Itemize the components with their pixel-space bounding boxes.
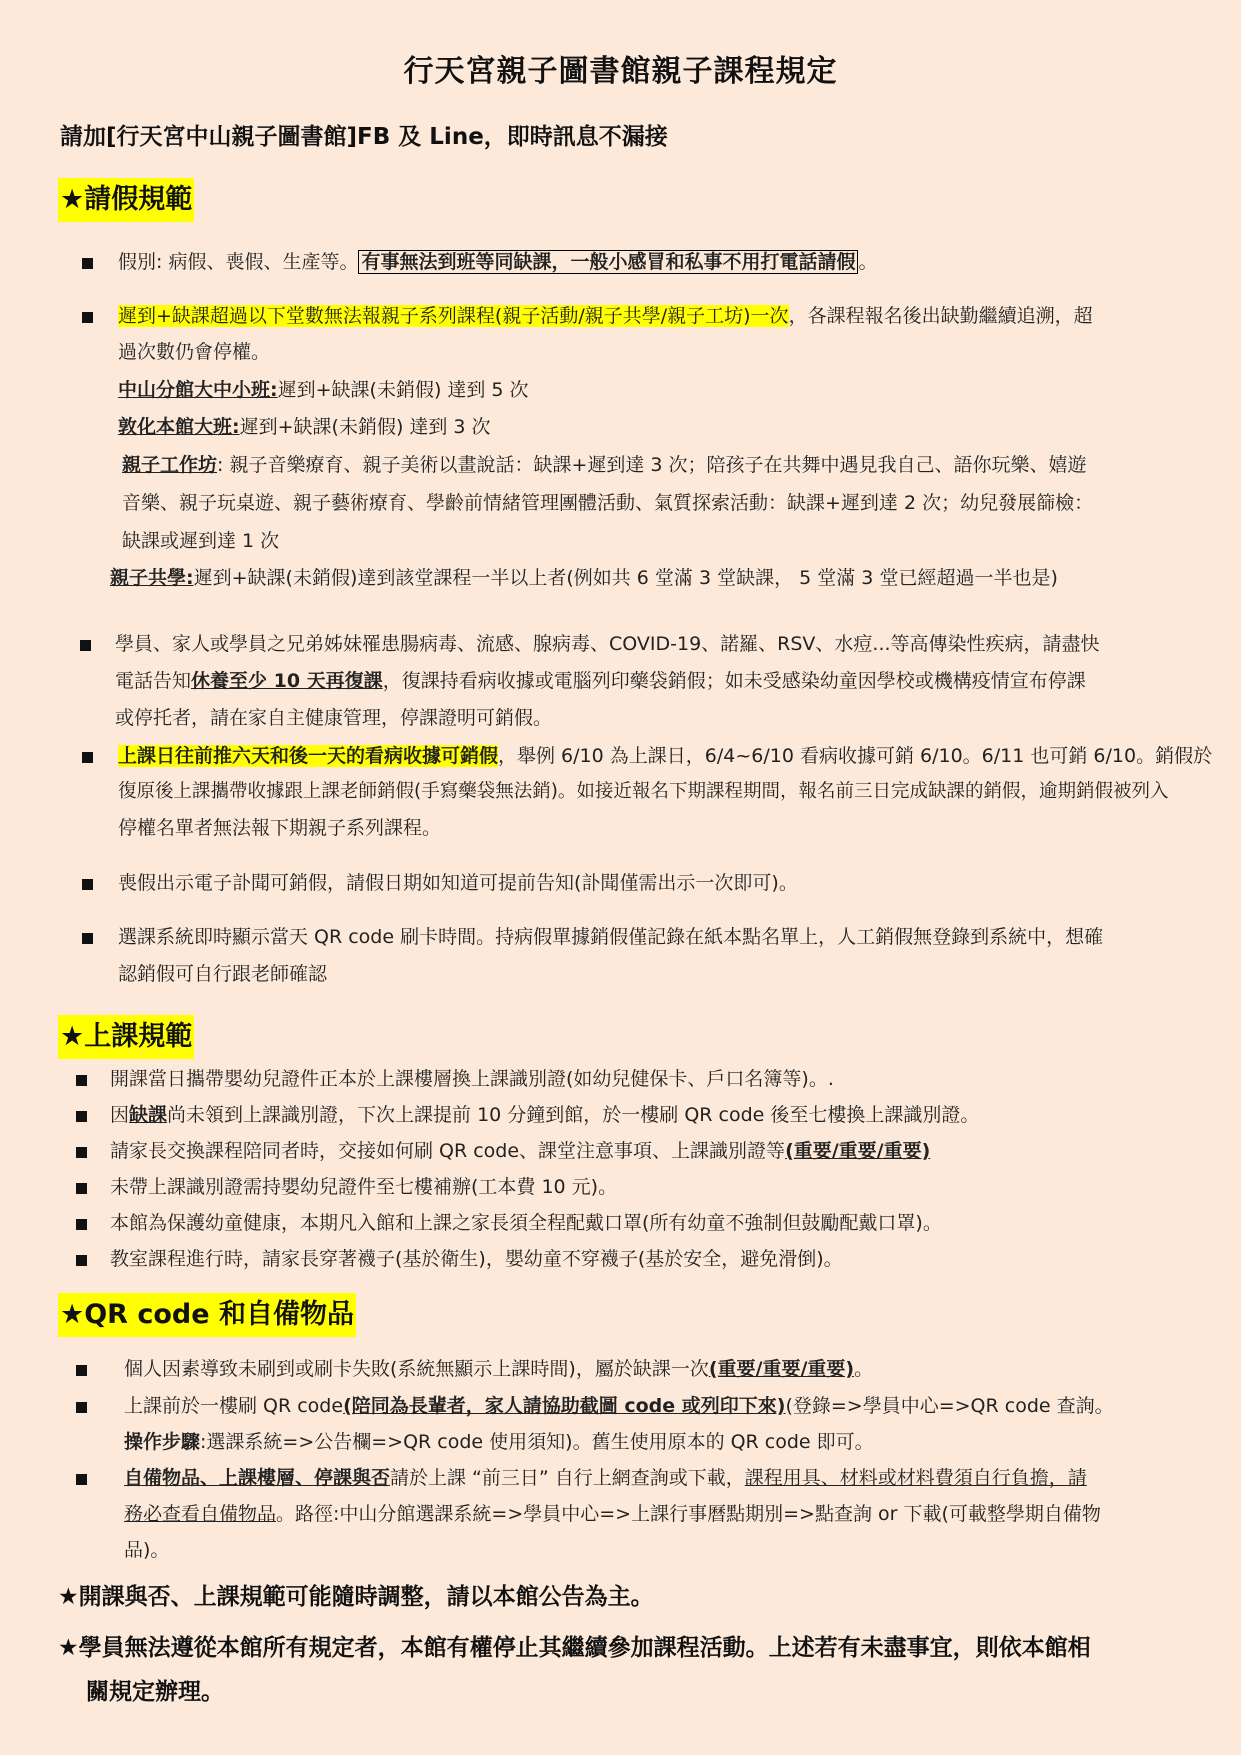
bullet-icon [76,1147,87,1158]
qr-item-2-line-2 [124,1424,874,1460]
page-subtitle: 請加[行天宮中山親子圖書館]FB 及 Line，即時訊息不漏接 [60,124,668,150]
underlined-text: 課程用具、材料或材料費須自行負擔，請 [744,1467,1087,1489]
class-item-6: 教室課程進行時，請家長穿著襪子(基於衛生)，嬰幼童不穿襪子(基於安全，避免滑倒)。 [110,1248,843,1270]
bullet-icon [82,879,93,890]
leave-item-6-line-2: 認銷假可自行跟老師確認 [118,963,328,985]
underlined-text: (陪同為長輩者，家人請協助截圖 code 或列印下來) [343,1395,786,1417]
underlined-text: 缺課 [129,1104,168,1126]
rule-co-learning [110,560,1058,596]
page-title: 行天宮親子圖書館親子課程規定 [403,54,838,89]
text: 。 [858,251,878,273]
text: 尚未領到上課識別證，下次上課提前 10 分鐘到館，於一樓刷 QR code 後至七樓換上課識別證。 [167,1104,980,1126]
underlined-text: 自備物品、上課樓層、停課與否 [124,1467,391,1489]
bullet-icon [76,1075,87,1086]
bullet-icon [82,312,93,323]
text: : 親子音樂療育、親子美術以畫說話：缺課+遲到達 3 次；陪孩子在共舞中遇見我自己、語你玩樂、嬉遊 [217,454,1087,476]
bullet-icon [76,1474,87,1485]
section-heading-class: ★上課規範 [58,1015,194,1059]
rule-workshop-line-2: 音樂、親子玩桌遊、親子藝術療育、學齡前情緒管理團體活動、氣質探索活動：缺課+遲到達 2 次；幼兒發展篩檢： [122,492,1094,514]
label: 敦化本館大班: [118,416,240,438]
text: ，舉例 6/10 為上課日，6/4~6/10 看病收據可銷 6/10。6/11 也可銷 6/10。銷假於 [498,745,1213,767]
text: 電話告知 [115,670,192,692]
label: 親子工作坊 [122,454,218,476]
bullet-icon [76,1111,87,1122]
rule-dunhua [118,409,491,445]
class-item-2 [110,1097,979,1133]
class-item-5: 本館為保護幼童健康，本期凡入館和上課之家長須全程配戴口罩(所有幼童不強制但鼓勵配戴口罩)。 [110,1212,942,1234]
highlighted-text: 遲到+缺課超過以下堂數無法報親子系列課程(親子活動/親子共學/親子工坊)一次 [118,305,789,327]
text: 假別: 病假、喪假、生產等。 [118,251,359,273]
leave-item-4 [118,738,1212,774]
rule-workshop-line-3: 缺課或遲到達 1 次 [122,530,280,552]
bullet-icon [76,1402,87,1413]
bullet-icon [82,258,93,269]
label: 操作步驟 [124,1431,201,1453]
section-heading-qr: ★QR code 和自備物品 [58,1293,356,1337]
bullet-icon [76,1219,87,1230]
bullet-icon [76,1183,87,1194]
text: 上課前於一樓刷 QR code [124,1395,344,1417]
qr-item-2 [124,1388,1114,1424]
underlined-text: (重要/重要/重要) [708,1358,855,1380]
class-item-1: 開課當日攜帶嬰幼兒證件正本於上課樓層換上課識別證(如幼兒健保卡、戶口名簿等)。. [110,1068,834,1090]
leave-item-4-line-2: 復原後上課攜帶收據跟上課老師銷假(手寫藥袋無法銷)。如接近報名下期課程期間，報名前三日完成缺課的銷假，逾期銷假被列入 [118,781,1169,802]
class-item-3 [110,1133,930,1169]
text: 遲到+缺課(未銷假) 達到 5 次 [277,379,529,401]
qr-item-3-line-3: 品)。 [124,1539,170,1561]
bullet-icon [76,1255,87,1266]
text: 請家長交換課程陪同者時，交接如何刷 QR code、課堂注意事項、上課識別證等 [110,1140,786,1162]
text: 請於上課 “前三日” 自行上網查詢或下載， [390,1467,745,1489]
text: 。 [854,1358,874,1380]
bullet-icon [82,752,93,763]
leave-item-1 [118,244,877,280]
underlined-text: (重要/重要/重要) [785,1140,931,1162]
leave-item-4-line-3: 停權名單者無法報下期親子系列課程。 [118,817,442,839]
leave-item-6: 選課系統即時顯示當天 QR code 刷卡時間。持病假單據銷假僅記錄在紙本點名單上，人工銷假無登錄到系統中，想確 [118,926,1104,948]
qr-item-3-line-2 [124,1496,1101,1532]
footer-note-1: ★開課與否、上課規範可能隨時調整，請以本館公告為主。 [58,1584,654,1610]
text: 遲到+缺課(未銷假) 達到 3 次 [239,416,491,438]
text: (登錄=>學員中心=>QR code 查詢。 [785,1395,1114,1417]
text: 個人因素導致未刷到或刷卡失敗(系統無顯示上課時間)，屬於缺課一次 [124,1358,709,1380]
label: 親子共學: [110,567,194,589]
bullet-icon [82,933,93,944]
underlined-text: 休養至少 10 天再復課 [191,670,383,692]
leave-item-3: 學員、家人或學員之兄弟姊妹罹患腸病毒、流感、腺病毒、COVID-19、諾羅、RSV、水痘...等高傳染性疾病，請盡快 [115,633,1100,655]
text: 因 [110,1104,130,1126]
text: 遲到+缺課(未銷假)達到該堂課程一半以上者(例如共 6 堂滿 3 堂缺課， 5 堂滿 3 堂已經超過一半也是) [193,567,1058,589]
qr-item-1 [124,1351,873,1387]
leave-item-3-line-2 [115,663,1086,699]
rule-workshop [122,447,1087,483]
bullet-icon [76,1365,87,1376]
leave-item-2-line-2: 過次數仍會停權。 [118,341,271,363]
rule-zhongshan [118,372,529,408]
qr-item-3 [124,1460,1087,1496]
text: ，復課持看病收據或電腦列印藥袋銷假；如未受感染幼童因學校或機構疫情宣布停課 [382,670,1086,692]
leave-item-2 [118,298,1093,334]
bullet-icon [80,640,91,651]
text: :選課系統=>公告欄=>QR code 使用須知)。舊生使用原本的 QR code 即可。 [200,1431,874,1453]
section-heading-leave: ★請假規範 [58,178,194,222]
class-item-4: 未帶上課識別證需持嬰幼兒證件至七樓補辦(工本費 10 元)。 [110,1176,618,1198]
leave-item-5: 喪假出示電子訃聞可銷假，請假日期如知道可提前告知(訃聞僅需出示一次即可)。 [118,872,798,894]
leave-item-3-line-3: 或停托者，請在家自主健康管理，停課證明可銷假。 [115,707,553,729]
underlined-text: 務必查看自備物品 [124,1503,277,1525]
highlighted-text: 上課日往前推六天和後一天的看病收據可銷假 [118,745,499,767]
footer-note-2: ★學員無法遵從本館所有規定者，本館有權停止其繼續參加課程活動。上述若有未盡事宜，則依本館相 [58,1635,1091,1661]
footer-note-2-line-2: 關規定辦理。 [86,1679,224,1705]
text: ，各課程報名後出缺勤繼續追溯，超 [788,305,1093,327]
boxed-text: 有事無法到班等同缺課，一般小感冒和私事不用打電話請假 [358,250,858,274]
text: 。路徑:中山分館選課系統=>學員中心=>上課行事曆點期別=>點查詢 or 下載(可載整學期自備物 [276,1503,1101,1525]
label: 中山分館大中小班: [118,379,278,401]
